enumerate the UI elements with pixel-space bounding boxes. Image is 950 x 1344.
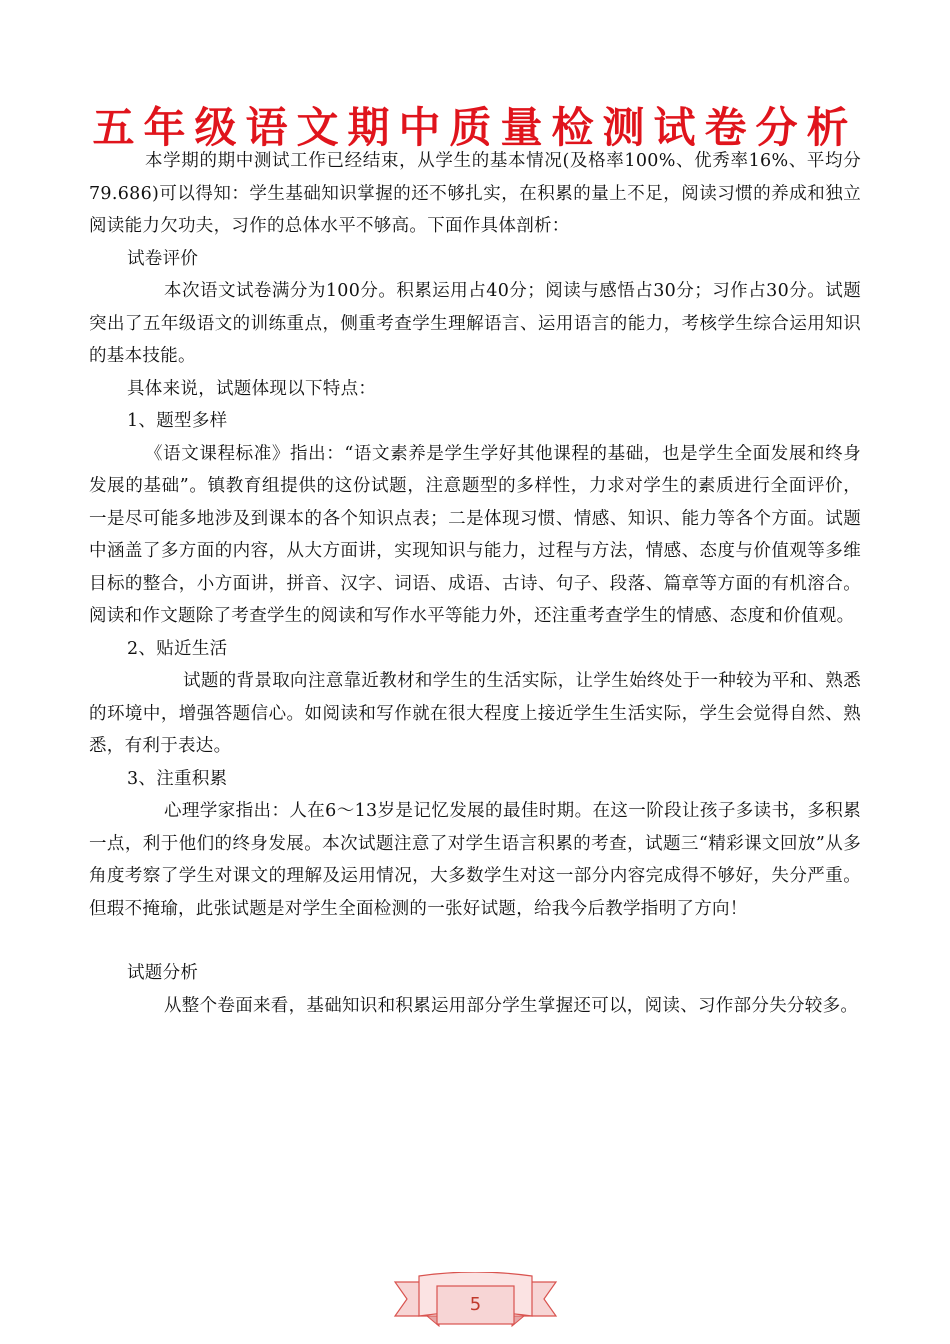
document-body [89,145,861,1022]
analysis-paragraph: 从整个卷面来看，基础知识和积累运用部分学生掌握还可以，阅读、习作部分失分较多。 [164,995,859,1016]
page-number: 5 [469,1294,482,1315]
document-title: 五年级语文期中质量检测试卷分析 [92,103,858,152]
feature-heading-1: 1、题型多样 [127,411,228,431]
page-number-ribbon [393,1272,558,1336]
feature-heading-3: 3、注重积累 [127,768,228,789]
evaluation-paragraph: 本次语文试卷满分为100分。积累运用占40分；阅读与感悟占30分；习作占30分。试题突出了五年级语文的训练重点，侧重考查学生理解语言、运用语言的能力，考核学生综合运用知识的基本技能。 [89,281,861,366]
section-heading-evaluation: 试卷评价 [127,248,199,269]
feature-paragraph-2: 试题的背景取向注意靠近教材和学生的生活实际，让学生始终处于一种较为平和、熟悉的环境中，增强答题信心。如阅读和写作就在很大程度上接近学生生活实际，学生会觉得自然、熟悉，有利于表达。 [89,671,861,756]
section-spacer [89,925,861,957]
intro-paragraph: 本学期的期中测试工作已经结束，从学生的基本情况(及格率100%、优秀率16%、平均分79.686)可以得知：学生基础知识掌握的还不够扎实，在积累的量上不足，阅读习惯的养成和独立阅读能力欠功夫，习作的总体水平不够高。下面作具体剖析： [89,151,861,236]
section-heading-analysis: 试题分析 [127,963,199,983]
features-intro-paragraph: 具体来说，试题体现以下特点： [127,378,377,399]
feature-paragraph-1: 《语文课程标准》指出：“语文素养是学生学好其他课程的基础，也是学生全面发展和终身发展的基础”。镇教育组提供的这份试题，注意题型的多样性，力求对学生的素质进行全面评价，一是尽可能多地涉及到课本的各个知识点表；二是体现习惯、情感、知识、能力等各个方面。试题中涵盖了多方面的内容，从大方面讲，实现知识与能力，过程与方法，情感、态度与价值观等多维目标的整合，小方面讲，拼音、汉字、词语、成语、古诗、句子、段落、篇章等方面的有机溶合。阅读和作文题除了考查学生的阅读和写作水平等能力外，还注重考查学生的情感、态度和价值观。 [89,443,861,626]
feature-paragraph-3: 心理学家指出：人在6～13岁是记忆发展的最佳时期。在这一阶段让孩子多读书，多积累一点，利于他们的终身发展。本次试题注意了对学生语言积累的考查，试题三“精彩课文回放”从多角度考察了学生对课文的理解及运用情况，大多数学生对这一部分内容完成得不够好，失分严重。但瑕不掩瑜，此张试题是对学生全面检测的一张好试题，给我今后教学指明了方向！ [89,801,861,919]
feature-heading-2: 2、贴近生活 [127,638,228,659]
